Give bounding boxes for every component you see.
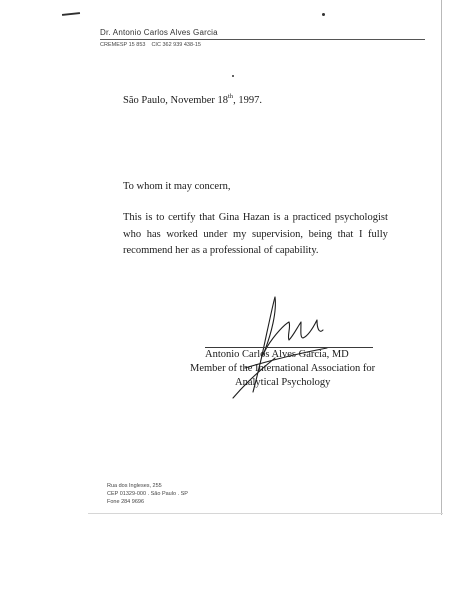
letter-body bbox=[123, 210, 388, 260]
salutation: To whom it may concern, bbox=[123, 181, 231, 192]
letterhead-registration bbox=[100, 41, 425, 49]
footer-address bbox=[107, 482, 188, 506]
body-word: supervision, bbox=[251, 228, 304, 240]
footer-cep-city: CEP 01329-000 . São Paulo . SP bbox=[107, 491, 188, 497]
body-word: practiced bbox=[292, 212, 332, 223]
signatory-title-continued: Analytical Psychology bbox=[235, 377, 331, 388]
body-word: that bbox=[337, 228, 354, 240]
body-word: a bbox=[284, 212, 289, 223]
letter-date bbox=[123, 95, 262, 106]
body-word: psychologist bbox=[334, 212, 388, 223]
body-word: certify bbox=[168, 212, 196, 223]
scan-mark bbox=[62, 12, 80, 16]
body-word: is bbox=[145, 212, 153, 223]
date-suffix: , 1997. bbox=[233, 95, 262, 106]
date-prefix: São Paulo, November 18 bbox=[123, 95, 228, 106]
body-word: being bbox=[308, 228, 332, 240]
body-line-2 bbox=[123, 227, 388, 244]
body-word: has bbox=[146, 228, 161, 240]
body-word: is bbox=[273, 212, 281, 223]
signatory-title: Member of the International Association for bbox=[190, 363, 376, 374]
letterhead-doctor-name: Dr. Antonio Carlos Alves Garcia bbox=[100, 28, 218, 37]
body-word: that bbox=[199, 212, 215, 223]
footer-street: Rua dos Ingleses, 255 bbox=[107, 483, 162, 489]
letterhead bbox=[100, 28, 425, 49]
scan-dot bbox=[322, 13, 325, 16]
body-word: Gina bbox=[218, 212, 240, 223]
body-line-1 bbox=[123, 210, 388, 227]
body-word: Hazan bbox=[242, 212, 270, 223]
body-word: This bbox=[123, 212, 142, 223]
cremesp-number: CREMESP 15 853 bbox=[100, 42, 146, 48]
letterhead-rule bbox=[100, 39, 425, 40]
body-word: under bbox=[203, 228, 228, 240]
signature-block bbox=[190, 348, 390, 390]
date-ordinal: th bbox=[228, 93, 234, 100]
scan-dot bbox=[232, 75, 234, 77]
cic-number: CIC 362 939 438-15 bbox=[151, 42, 201, 48]
page-edge-bottom bbox=[88, 513, 443, 514]
body-word: worked bbox=[166, 228, 198, 240]
signatory-name: Antonio Carlos Alves Garcia, MD bbox=[205, 349, 349, 360]
footer-phone: Fone 284 9696 bbox=[107, 499, 145, 505]
body-word: I bbox=[358, 228, 363, 240]
body-word: my bbox=[232, 228, 247, 240]
body-word: fully bbox=[368, 228, 388, 240]
body-word: to bbox=[156, 212, 165, 223]
body-word: who bbox=[123, 228, 142, 240]
body-line-3: recommend her as a professional of capability. bbox=[123, 245, 319, 256]
page-edge-right bbox=[441, 0, 442, 515]
